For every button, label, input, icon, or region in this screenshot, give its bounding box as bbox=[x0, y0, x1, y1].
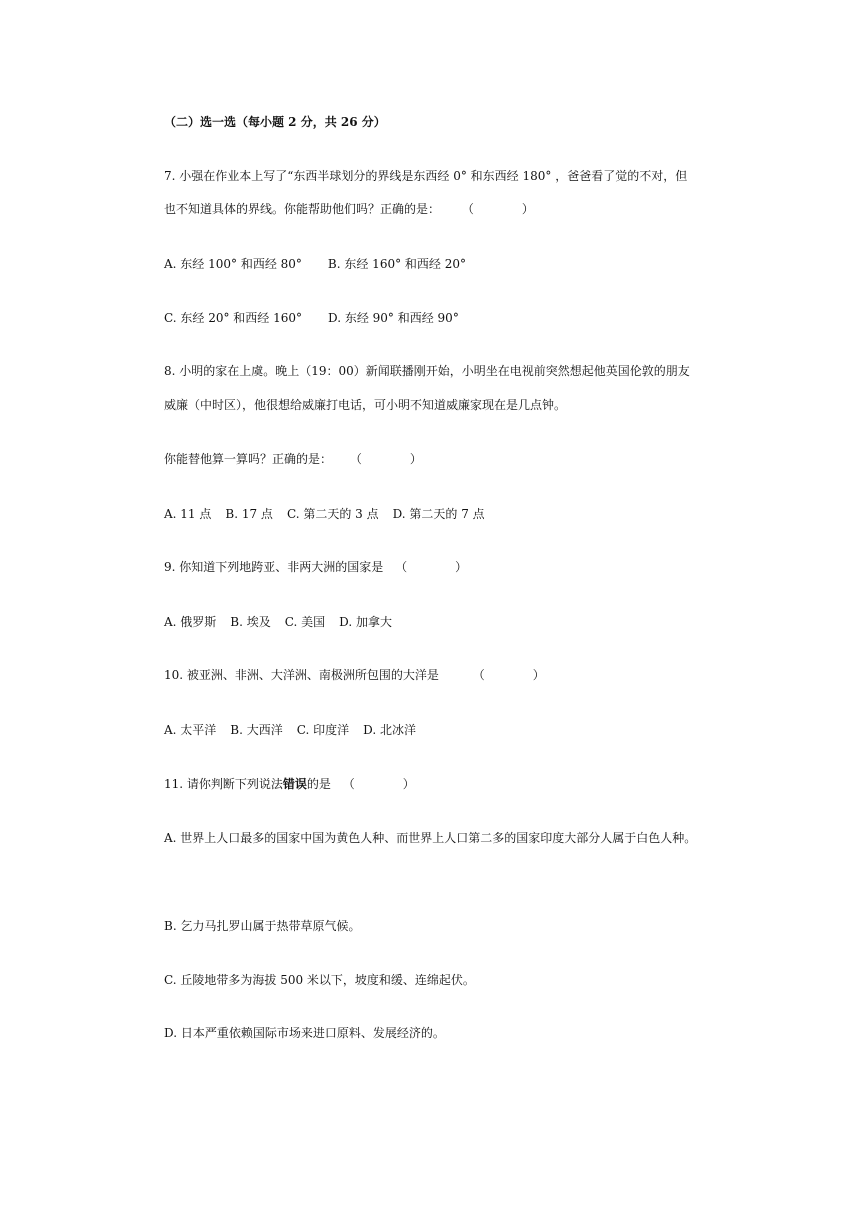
question-9-answer-paren: （ ） bbox=[395, 560, 468, 574]
question-11-stem bbox=[164, 776, 415, 792]
question-8-option-d: D. 第二天的 7 点 bbox=[392, 507, 485, 521]
question-8-line1: 8. 小明的家在上虞。晚上（19：00）新闻联播刚开始，小明坐在电视前突然想起他英国伦敦的朋友 bbox=[164, 364, 690, 378]
question-9-option-d: D. 加拿大 bbox=[339, 615, 392, 629]
question-10-answer-paren: （ ） bbox=[472, 668, 545, 682]
question-7-option-d: D. 东经 90° 和西经 90° bbox=[328, 311, 459, 325]
question-8-option-b: B. 17 点 bbox=[225, 507, 273, 521]
question-11-text-after: 的是 bbox=[306, 777, 331, 791]
question-8-options bbox=[164, 506, 485, 522]
question-7-options-row2 bbox=[164, 310, 459, 326]
question-7-options-row1 bbox=[164, 256, 466, 272]
question-10-option-d: D. 北冰洋 bbox=[363, 723, 416, 737]
question-8-answer-paren: （ ） bbox=[349, 452, 422, 466]
question-8-line3 bbox=[164, 451, 422, 467]
question-10-text: 10. 被亚洲、非洲、大洋洲、南极洲所包围的大洋是 bbox=[164, 668, 439, 682]
question-9-text: 9. 你知道下列地跨亚、非两大洲的国家是 bbox=[164, 560, 384, 574]
question-11-option-b: B. 乞力马扎罗山属于热带草原气候。 bbox=[164, 919, 361, 933]
question-11-option-c: C. 丘陵地带多为海拔 500 米以下，坡度和缓、连绵起伏。 bbox=[164, 973, 475, 987]
question-10-options bbox=[164, 722, 416, 738]
question-9-option-b: B. 埃及 bbox=[230, 615, 271, 629]
question-11-option-d: D. 日本严重依赖国际市场来进口原料、发展经济的。 bbox=[164, 1026, 445, 1040]
question-8-line2: 威廉（中时区），他很想给威廉打电话，可小明不知道威廉家现在是几点钟。 bbox=[164, 398, 567, 412]
question-7-answer-paren: （ ） bbox=[461, 202, 534, 216]
question-7-option-c: C. 东经 20° 和西经 160° bbox=[164, 311, 303, 325]
question-7-option-b: B. 东经 160° 和西经 20° bbox=[327, 257, 466, 271]
question-7-line2-text: 也不知道具体的界线。你能帮助他们吗？正确的是： bbox=[164, 202, 441, 216]
question-9-option-a: A. 俄罗斯 bbox=[164, 615, 217, 629]
question-10-stem bbox=[164, 667, 545, 683]
question-10-option-c: C. 印度洋 bbox=[296, 723, 350, 737]
question-7-line1: 7. 小强在作业本上写了“东西半球划分的界线是东西经 0° 和东西经 180° ，爸爸看了觉的不对，但 bbox=[164, 169, 688, 183]
question-11-text-bold: 错误 bbox=[282, 777, 307, 791]
question-7-option-a: A. 东经 100° 和西经 80° bbox=[164, 257, 302, 271]
question-8-option-a: A. 11 点 bbox=[164, 507, 212, 521]
question-8-line3-text: 你能替他算一算吗？正确的是： bbox=[164, 452, 333, 466]
question-9-options bbox=[164, 614, 392, 630]
question-11-answer-paren: （ ） bbox=[342, 777, 415, 791]
question-10-option-a: A. 太平洋 bbox=[164, 723, 217, 737]
question-9-stem bbox=[164, 559, 467, 575]
question-9-option-c: C. 美国 bbox=[284, 615, 326, 629]
question-8-option-c: C. 第二天的 3 点 bbox=[286, 507, 379, 521]
question-7-line2 bbox=[164, 201, 534, 217]
question-10-option-b: B. 大西洋 bbox=[230, 723, 283, 737]
question-11-text-before: 11. 请你判断下列说法 bbox=[164, 777, 283, 791]
section-title: （二）选一选（每小题 2 分，共 26 分） bbox=[164, 115, 386, 129]
question-11-option-a: A. 世界上人口最多的国家中国为黄色人种、而世界上人口第二多的国家印度大部分人属于白色人种。 bbox=[164, 831, 697, 845]
